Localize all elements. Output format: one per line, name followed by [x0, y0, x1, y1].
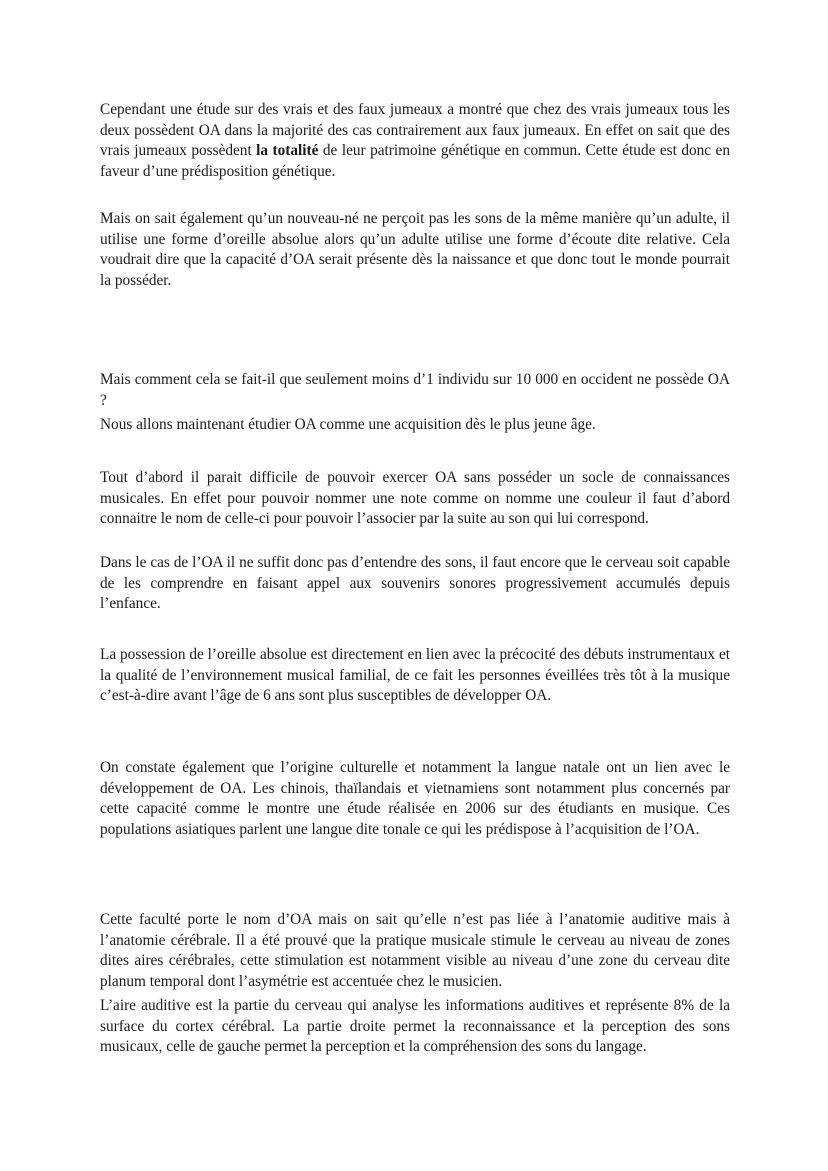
paragraph-culture-language: On constate également que l’origine culturelle et notamment la langue natale ont un lien avec le développement de OA. Les chinois, thaïlandais et vietnamiens sont notamment plus concernés par cette capacité comme le montre une étude réalisée en 2006 sur des étudiants en musique. Ces populations asiatiques parlent une langue dite tonale ce qui les prédispose à l’acquisition de l’OA. [100, 759, 730, 838]
paragraph-musical-knowledge: Tout d’abord il parait difficile de pouvoir exercer OA sans posséder un socle de connaissances musicales. En effet pour pouvoir nommer une note comme on nomme une couleur il faut d’abord connaitre le nom de celle-ci pour pouvoir l’associer par la suite au son qui lui correspond. [100, 469, 730, 528]
paragraph-question: Mais comment cela se fait-il que seulement moins d’1 individu sur 10 000 en occident ne possède OA ? [100, 371, 730, 409]
paragraph-brain-anatomy: Cette faculté porte le nom d’OA mais on sait qu’elle n’est pas liée à l’anatomie auditive mais à l’anatomie cérébrale. Il a été prouvé que la pratique musicale stimule le cerveau au niveau de zones dites aires cérébrales, cette stimulation est notamment visible au niveau d’une zone du cerveau dite planum temporal dont l’asymétrie est accentuée chez le musicien. [100, 911, 730, 990]
paragraph-acquisition-intro: Nous allons maintenant étudier OA comme une acquisition dès le plus jeune âge. [100, 416, 596, 433]
paragraph-twins-study [100, 100, 730, 182]
paragraph-text: de leur patrimoine génétique en commun. Cette étude est donc en faveur d’une prédisposition génétique. [100, 142, 730, 180]
paragraph-newborn: Mais on sait également qu’un nouveau-né ne perçoit pas les sons de la même manière qu’un adulte, il utilise une forme d’oreille absolue alors qu’un adulte utilise une forme d’écoute dite relative. Cela voudrait dire que la capacité d’OA serait présente dès la naissance et que donc tout le monde pourrait la posséder. [100, 210, 730, 289]
bold-emphasis: la totalité [256, 142, 319, 160]
paragraph-brain-memory: Dans le cas de l’OA il ne suffit donc pas d’entendre des sons, il faut encore que le cerveau soit capable de les comprendre en faisant appel aux souvenirs sonores progressivement accumulés depuis l’enfance. [100, 554, 730, 613]
paragraph-text: Cependant une étude sur des vrais et des faux jumeaux a montré que chez des vrais jumeaux tous les deux possèdent OA dans la majorité des cas contrairement aux faux jumeaux. En effet on sait que des vrais jumeaux possèdent [100, 101, 730, 160]
paragraph-auditory-area: L’aire auditive est la partie du cerveau qui analyse les informations auditives et représente 8% de la surface du cortex cérébral. La partie droite permet la reconnaissance et la perception des sons musicaux, celle de gauche permet la perception et la compréhension des sons du langage. [100, 997, 730, 1056]
paragraph-early-start: La possession de l’oreille absolue est directement en lien avec la précocité des débuts instrumentaux et la qualité de l’environnement musical familial, de ce fait les personnes éveillées très tôt à la musique c’est-à-dire avant l’âge de 6 ans sont plus susceptibles de développer OA. [100, 646, 730, 705]
